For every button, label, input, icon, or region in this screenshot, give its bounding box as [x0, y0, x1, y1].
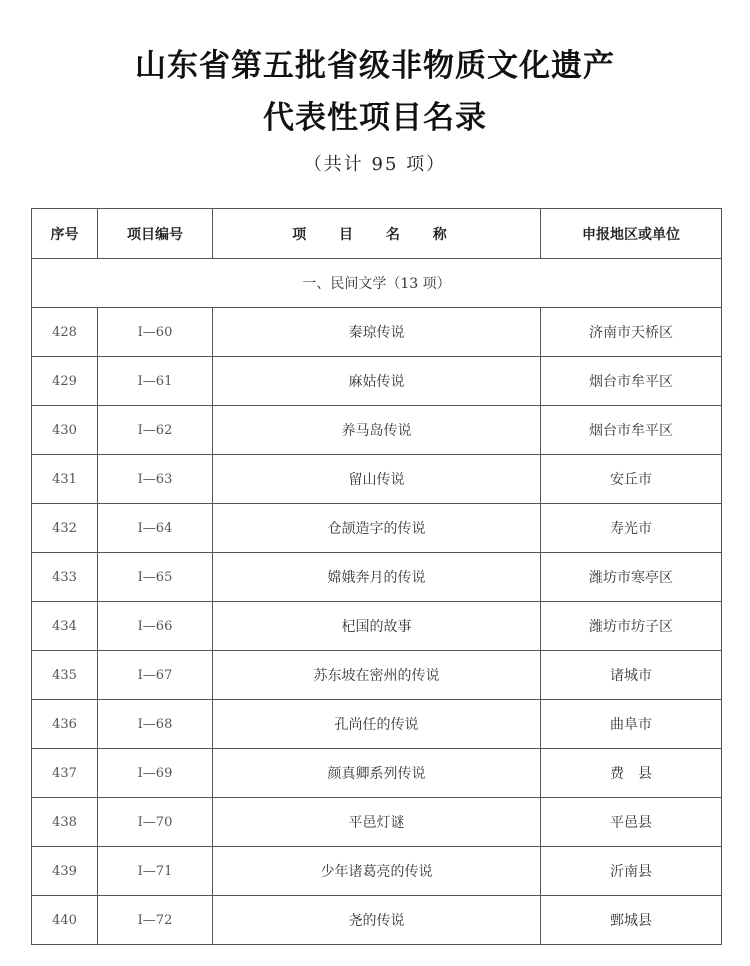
table-row — [32, 700, 722, 749]
row-serial-number: 435 — [32, 651, 98, 700]
row-item-name: 仓颉造字的传说 — [213, 504, 541, 553]
row-region-unit: 曲阜市 — [541, 700, 722, 749]
row-region-unit: 安丘市 — [541, 455, 722, 504]
row-item-code: I—69 — [98, 749, 213, 798]
row-item-name: 麻姑传说 — [213, 357, 541, 406]
row-item-code: I—70 — [98, 798, 213, 847]
table-row — [32, 749, 722, 798]
row-region-unit: 烟台市牟平区 — [541, 357, 722, 406]
row-item-name: 留山传说 — [213, 455, 541, 504]
row-serial-number: 434 — [32, 602, 98, 651]
row-region-unit: 诸城市 — [541, 651, 722, 700]
row-serial-number: 428 — [32, 308, 98, 357]
table-row — [32, 455, 722, 504]
document-title-line2: 代表性项目名录 — [263, 100, 487, 136]
table-row — [32, 553, 722, 602]
row-item-code: I—61 — [98, 357, 213, 406]
row-item-code: I—60 — [98, 308, 213, 357]
row-region-unit: 烟台市牟平区 — [541, 406, 722, 455]
table-row — [32, 406, 722, 455]
table-row — [32, 847, 722, 896]
table-row — [32, 602, 722, 651]
table-row — [32, 651, 722, 700]
header-item-code: 项目编号 — [98, 209, 213, 259]
table-row — [32, 357, 722, 406]
row-serial-number: 430 — [32, 406, 98, 455]
header-item-name: 项 目 名 称 — [213, 209, 541, 259]
category-row — [32, 259, 722, 308]
row-serial-number: 432 — [32, 504, 98, 553]
row-serial-number: 437 — [32, 749, 98, 798]
row-region-unit: 潍坊市坊子区 — [541, 602, 722, 651]
row-item-code: I—62 — [98, 406, 213, 455]
row-item-code: I—64 — [98, 504, 213, 553]
row-region-unit: 济南市天桥区 — [541, 308, 722, 357]
row-serial-number: 438 — [32, 798, 98, 847]
row-item-name: 平邑灯谜 — [213, 798, 541, 847]
row-region-unit: 潍坊市寒亭区 — [541, 553, 722, 602]
row-item-name: 嫦娥奔月的传说 — [213, 553, 541, 602]
row-region-unit: 费 县 — [541, 749, 722, 798]
row-item-code: I—67 — [98, 651, 213, 700]
row-serial-number: 431 — [32, 455, 98, 504]
row-serial-number: 433 — [32, 553, 98, 602]
row-item-name: 杞国的故事 — [213, 602, 541, 651]
row-region-unit: 鄄城县 — [541, 896, 722, 945]
header-region-unit: 申报地区或单位 — [541, 209, 722, 259]
row-serial-number: 439 — [32, 847, 98, 896]
row-region-unit: 沂南县 — [541, 847, 722, 896]
table-row — [32, 896, 722, 945]
row-item-name: 少年诸葛亮的传说 — [213, 847, 541, 896]
document-title-line1: 山东省第五批省级非物质文化遗产 — [135, 48, 615, 84]
table-row — [32, 504, 722, 553]
row-item-name: 孔尚任的传说 — [213, 700, 541, 749]
row-item-name: 秦琼传说 — [213, 308, 541, 357]
row-item-name: 养马岛传说 — [213, 406, 541, 455]
table-header-row — [32, 209, 722, 259]
row-item-name: 尧的传说 — [213, 896, 541, 945]
row-item-code: I—63 — [98, 455, 213, 504]
table-row — [32, 798, 722, 847]
row-region-unit: 平邑县 — [541, 798, 722, 847]
row-serial-number: 436 — [32, 700, 98, 749]
heritage-catalog-table — [31, 208, 722, 945]
row-item-code: I—68 — [98, 700, 213, 749]
header-serial-number: 序号 — [32, 209, 98, 259]
row-item-code: I—65 — [98, 553, 213, 602]
table-row — [32, 308, 722, 357]
row-item-code: I—71 — [98, 847, 213, 896]
row-item-name: 颜真卿系列传说 — [213, 749, 541, 798]
row-serial-number: 429 — [32, 357, 98, 406]
row-item-code: I—72 — [98, 896, 213, 945]
row-item-code: I—66 — [98, 602, 213, 651]
item-count-subtitle: （共计 95 项） — [303, 154, 447, 175]
category-label: 一、民间文学（13 项） — [32, 259, 722, 308]
row-region-unit: 寿光市 — [541, 504, 722, 553]
row-item-name: 苏东坡在密州的传说 — [213, 651, 541, 700]
row-serial-number: 440 — [32, 896, 98, 945]
